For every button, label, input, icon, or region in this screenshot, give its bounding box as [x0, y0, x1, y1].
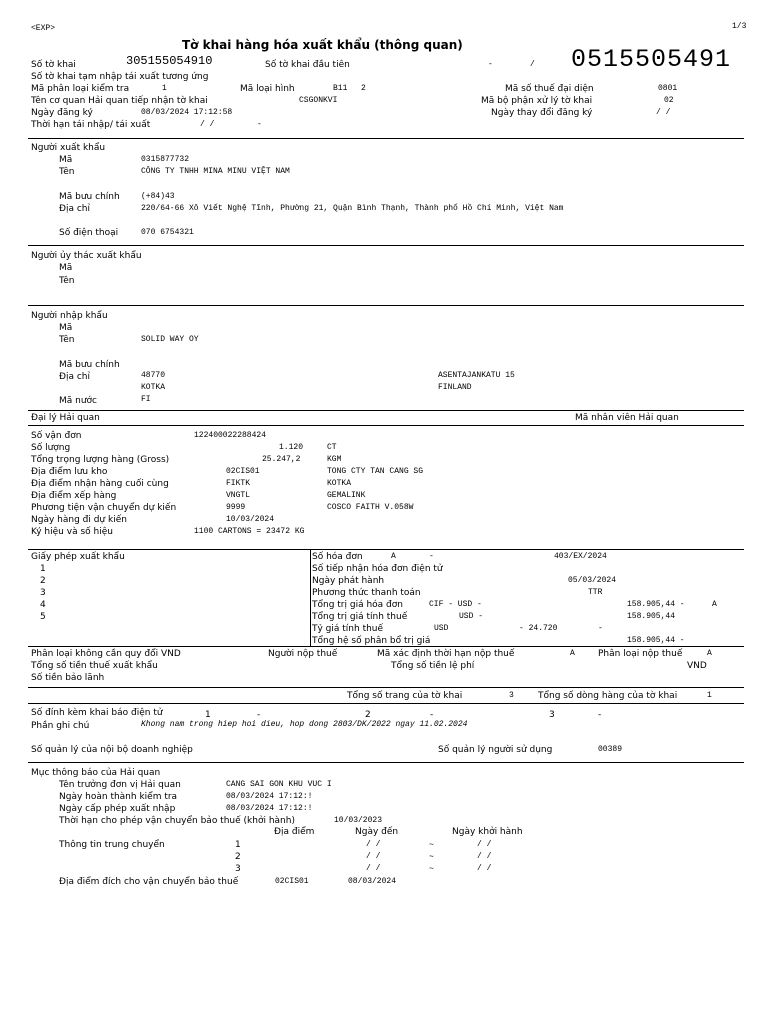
gross-weight-label: Tổng trọng lượng hàng (Gross) [31, 455, 170, 465]
storage-location-name: TONG CTY TAN CANG SG [327, 467, 424, 476]
issue-date: 05/03/2024 [568, 576, 617, 585]
importer-address-label: Địa chỉ [59, 372, 91, 382]
page-number: 1/3 [732, 22, 747, 31]
issue-date-label: Ngày phát hành [312, 576, 385, 586]
bonded-destination-code: 02CIS01 [275, 877, 309, 886]
exporter-phone: 070 6754321 [141, 228, 194, 237]
exporter-address-label: Địa chỉ [59, 204, 91, 214]
declaration-type-tag: <EXP> [31, 24, 56, 33]
transit-tilde: ~ [429, 853, 434, 862]
large-reference-number: 0515505491 [571, 45, 732, 74]
tax-payment-type-label: Phân loại nộp thuế [598, 649, 683, 659]
declaration-number: 305155054910 [126, 54, 213, 68]
taxable-value-label: Tổng trị giá tính thuế [312, 612, 408, 622]
divider-vertical [310, 549, 311, 646]
bonded-destination-date: 08/03/2024 [348, 877, 397, 886]
divider [28, 703, 744, 704]
importer-address-line-1: 48770 [141, 371, 166, 380]
invoice-number-label: Số hóa đơn [312, 552, 363, 562]
quantity-unit: CT [327, 443, 337, 452]
total-pages-label: Tổng số trang của tờ khai [347, 691, 463, 701]
importer-name: SOLID WAY OY [141, 335, 199, 344]
taxable-value-currency: USD - [459, 612, 484, 621]
importer-address-line-2: ASENTAJANKATU 15 [438, 371, 515, 380]
divider [28, 138, 744, 139]
e-invoice-label: Số tiếp nhận hóa đơn điện tử [312, 564, 443, 574]
tax-payment-type: A [707, 649, 712, 658]
exporter-name: CÔNG TY TNHH MINA MINU VIỆT NAM [141, 167, 290, 176]
exporter-code-label: Mã [59, 155, 73, 165]
first-declaration-label: Số tờ khai đầu tiên [265, 60, 350, 70]
exporter-postal-label: Mã bưu chính [59, 192, 120, 202]
internal-ref-label: Số quản lý của nội bộ doanh nghiệp [31, 745, 193, 755]
attachment-2-dash: - [430, 710, 434, 720]
entrust-section-title: Người ủy thác xuất khẩu [31, 251, 142, 261]
storage-location-label: Địa điểm lưu kho [31, 467, 108, 477]
transit-info-label: Thông tin trung chuyển [59, 840, 165, 850]
loading-place-code: VNGTL [226, 491, 251, 500]
bonded-transport-deadline-label: Thời hạn cho phép vận chuyển bảo thuế (khởi hành) [59, 816, 295, 826]
registration-date-value: 08/03/2024 17:12:58 [141, 108, 233, 117]
divider [28, 549, 744, 550]
inspection-completed: 08/03/2024 17:12:! [226, 792, 313, 801]
transit-arrival: / / [366, 840, 381, 849]
tax-code-rep-value: 0801 [658, 84, 678, 93]
col-location-header: Địa điểm [274, 827, 315, 837]
tax-code-rep-label: Mã số thuế đại diện [505, 84, 594, 94]
clearance-date: 08/03/2024 17:12:! [226, 804, 313, 813]
license-row: 1 [40, 564, 46, 574]
importer-postal-label: Mã bưu chính [59, 360, 120, 370]
invoice-total-currency: CIF - USD - [429, 600, 482, 609]
taxpayer-label: Người nộp thuế [268, 649, 338, 659]
guarantee-amount-label: Số tiền bảo lãnh [31, 673, 105, 683]
customs-notice-title: Mục thông báo của Hải quan [31, 768, 161, 778]
marks: 1100 CARTONS = 23472 KG [194, 527, 305, 536]
gross-weight-unit: KGM [327, 455, 342, 464]
divider [28, 687, 744, 688]
type-code-value: B11 [333, 84, 348, 93]
importer-section-title: Người nhập khẩu [31, 311, 108, 321]
transit-row-number: 2 [235, 852, 241, 862]
first-declaration-value: - [488, 60, 493, 69]
license-row: 3 [40, 588, 46, 598]
notes-label: Phần ghi chú [31, 721, 90, 731]
invoice-dash: - [429, 552, 434, 561]
inspection-type-value: 1 [162, 84, 167, 93]
exchange-rate: - 24.720 [519, 624, 558, 633]
exchange-rate-label: Tỷ giá tính thuế [312, 624, 384, 634]
transit-arrival: / / [366, 852, 381, 861]
quantity-label: Số lượng [31, 443, 71, 453]
importer-address-line-4: FINLAND [438, 383, 472, 392]
bill-of-lading-label: Số vận đơn [31, 431, 82, 441]
total-lines-label: Tổng số dòng hàng của tờ khai [538, 691, 678, 701]
processing-unit-label: Mã bộ phận xử lý tờ khai [481, 96, 593, 106]
payment-method-label: Phương thức thanh toán [312, 588, 421, 598]
col-departure-header: Ngày khởi hành [452, 827, 523, 837]
type-code-value-2: 2 [361, 84, 366, 93]
attachment-2: 2 [365, 710, 371, 720]
page-title: Tờ khai hàng hóa xuất khẩu (thông quan) [182, 38, 463, 52]
customs-office-value: CSGONKVI [299, 96, 338, 105]
notes-text: Khong nam trong hiep hoi dieu, hop dong 2803/DK/2022 ngay 11.02.2024 [141, 720, 468, 729]
attachment-3-dash: - [598, 710, 602, 720]
transit-tilde: ~ [429, 841, 434, 850]
type-code-label: Mã loại hình [240, 84, 295, 94]
bill-of-lading: 122400022288424 [194, 431, 267, 440]
divider [28, 305, 744, 306]
no-vnd-conversion-label: Phân loại không cần quy đổi VND [31, 649, 181, 659]
reimport-deadline-label: Thời hạn tái nhập/ tái xuất [31, 120, 151, 130]
col-arrival-header: Ngày đến [355, 827, 399, 837]
reimport-deadline-dash: - [257, 120, 262, 129]
transit-departure: / / [477, 840, 492, 849]
registration-date-label: Ngày đăng ký [31, 108, 93, 118]
exporter-phone-label: Số điện thoại [59, 228, 119, 238]
gross-weight: 25.247,2 [262, 455, 301, 464]
importer-address-line-3: KOTKA [141, 383, 166, 392]
first-declaration-slash: / [530, 60, 535, 69]
loading-place-label: Địa điểm xếp hàng [31, 491, 117, 501]
transit-departure: / / [477, 852, 492, 861]
export-license-label: Giấy phép xuất khẩu [31, 552, 125, 562]
transport-code: 9999 [226, 503, 246, 512]
importer-code-label: Mã [59, 323, 73, 333]
final-delivery-label: Địa điểm nhận hàng cuối cùng [31, 479, 169, 489]
transit-row-number: 3 [235, 864, 241, 874]
quantity: 1.120 [279, 443, 304, 452]
inspection-completed-label: Ngày hoàn thành kiểm tra [59, 792, 178, 802]
entrust-name-label: Tên [59, 276, 75, 286]
exchange-rate-currency: USD [434, 624, 449, 633]
divider [28, 646, 744, 647]
importer-country: FI [141, 395, 151, 404]
transit-arrival: / / [366, 864, 381, 873]
temp-import-label: Số tờ khai tạm nhập tái xuất tương ứng [31, 72, 209, 82]
storage-location-code: 02CIS01 [226, 467, 260, 476]
invoice-number: 403/EX/2024 [554, 552, 607, 561]
total-fee-currency: VND [687, 661, 707, 671]
total-lines: 1 [707, 691, 712, 700]
invoice-total: 158.905,44 - [627, 600, 685, 609]
invoice-class: A [391, 552, 396, 561]
customs-agent-label: Đại lý Hải quan [31, 413, 100, 423]
divider [28, 762, 744, 763]
transport-label: Phương tiện vận chuyển dự kiến [31, 503, 177, 513]
license-row: 4 [40, 600, 46, 610]
final-delivery-name: KOTKA [327, 479, 352, 488]
divider [28, 425, 744, 426]
transit-row-number: 1 [235, 840, 241, 850]
departure-date: 10/03/2024 [226, 515, 275, 524]
change-date-value: / / [656, 108, 671, 117]
exporter-address: 220/64-66 Xô Viết Nghệ Tĩnh, Phường 21, Quận Bình Thạnh, Thành phố Hồ Chí Minh, Việt Nam [141, 204, 564, 213]
exporter-section-title: Người xuất khẩu [31, 143, 106, 153]
allocation-factor: 158.905,44 - [627, 636, 685, 645]
customs-officer-label: Mã nhân viên Hải quan [575, 413, 679, 423]
divider [28, 410, 744, 411]
exchange-rate-dash: - [598, 624, 603, 633]
final-delivery-code: FIKTK [226, 479, 251, 488]
change-date-label: Ngày thay đổi đăng ký [491, 108, 593, 118]
total-pages: 3 [509, 691, 514, 700]
clearance-date-label: Ngày cấp phép xuất nhập [59, 804, 176, 814]
tax-deadline-code-label: Mã xác định thời hạn nộp thuế [377, 649, 515, 659]
transit-tilde: ~ [429, 865, 434, 874]
importer-name-label: Tên [59, 335, 75, 345]
loading-place-name: GEMALINK [327, 491, 366, 500]
bonded-destination-label: Địa điểm đích cho vận chuyển bảo thuế [59, 877, 239, 887]
divider [28, 245, 744, 246]
attachment-1-dash: - [257, 710, 261, 720]
marks-label: Ký hiệu và số hiệu [31, 527, 113, 537]
tax-deadline-code: A [570, 649, 575, 658]
taxable-value: 158.905,44 [627, 612, 676, 621]
exporter-postal: (+84)43 [141, 192, 175, 201]
departure-date-label: Ngày hàng đi dự kiến [31, 515, 127, 525]
license-row: 2 [40, 576, 46, 586]
declaration-number-label: Số tờ khai [31, 60, 76, 70]
entrust-code-label: Mã [59, 263, 73, 273]
total-export-tax-label: Tổng số tiền thuế xuất khẩu [31, 661, 158, 671]
bonded-transport-deadline: 10/03/2023 [334, 816, 383, 825]
user-ref-label: Số quản lý người sử dụng [438, 745, 553, 755]
allocation-factor-label: Tổng hệ số phân bổ trị giá [312, 636, 431, 646]
processing-unit-value: 02 [664, 96, 674, 105]
customs-unit-head-label: Tên trưởng đơn vị Hải quan [59, 780, 181, 790]
payment-method: TTR [588, 588, 603, 597]
license-row: 5 [40, 612, 46, 622]
attachment-1: 1 [205, 710, 211, 720]
customs-unit-head: CANG SAI GON KHU VUC I [226, 780, 332, 789]
inspection-type-label: Mã phân loại kiểm tra [31, 84, 130, 94]
attachment-3: 3 [549, 710, 555, 720]
exporter-name-label: Tên [59, 167, 75, 177]
user-ref: 00389 [598, 745, 623, 754]
transit-departure: / / [477, 864, 492, 873]
invoice-total-label: Tổng trị giá hóa đơn [312, 600, 403, 610]
transport-name: COSCO FAITH V.058W [327, 503, 414, 512]
customs-office-label: Tên cơ quan Hải quan tiếp nhận tờ khai [31, 96, 208, 106]
reimport-deadline-value: / / [200, 120, 215, 129]
attachment-label: Số đính kèm khai báo điện tử [31, 708, 163, 718]
invoice-total-class: A [712, 600, 717, 609]
total-fee-label: Tổng số tiền lệ phí [391, 661, 475, 671]
exporter-code: 0315877732 [141, 155, 190, 164]
importer-country-label: Mã nước [59, 396, 98, 406]
